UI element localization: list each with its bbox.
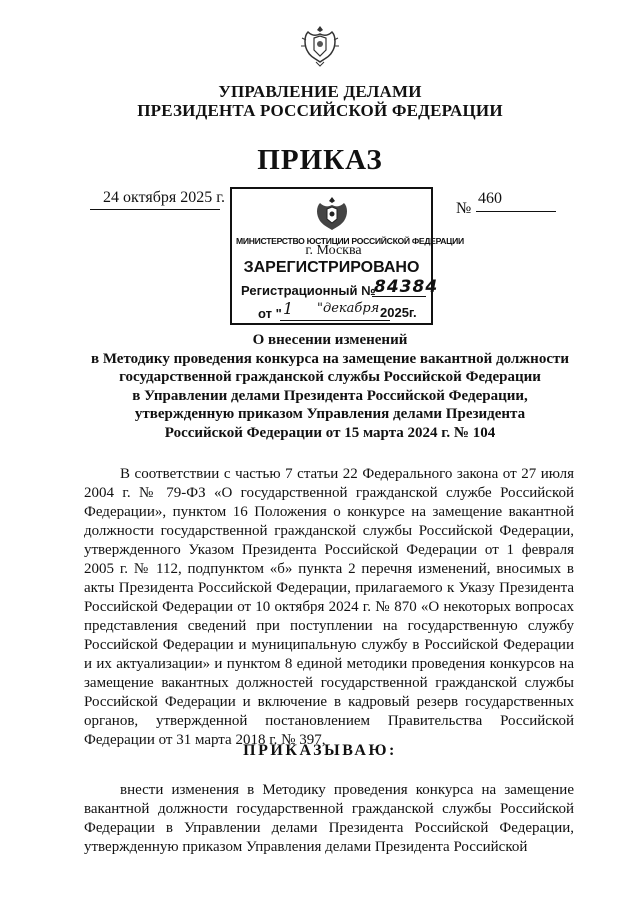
stamp-from-label: от " [258,306,282,321]
org-name-line2: ПРЕЗИДЕНТА РОССИЙСКОЙ ФЕДЕРАЦИИ [137,101,503,120]
subject-line: О внесении изменений [252,332,408,348]
stamp-ministry-name: МИНИСТЕРСТВО ЮСТИЦИИ РОССИЙСКОЙ ФЕДЕРАЦИИ [236,236,464,246]
stamp-reg-number-label: Регистрационный № [241,283,376,298]
stamp-reg-number-value: 84384 [374,277,439,297]
subject-line: в Методику проведения конкурса на замещение вакантной должности [90,350,569,367]
order-heading: ПРИКАЗЫВАЮ: [243,742,397,759]
subject-line: в Управлении делами Президента Российской Федерации, [132,387,528,404]
order-paragraph: внести изменения в Методику проведения конкурса на замещение вакантной должности государственной гражданской службы Российской Федерации в Управлении делами Президента Российской Федерации, утвержденную приказом Управления делами Президента Российской [84,782,574,855]
subject-line: утвержденную приказом Управления делами Президента [134,406,526,422]
stamp-reg-number-underline [372,296,426,297]
stamp-from-year: 2025г. [380,305,417,320]
document-type-title: ПРИКАЗ [257,144,383,176]
stamp-from-month: "декабря [317,301,380,316]
subject-line: Российской Федерации от 15 марта 2024 г. № 104 [164,424,496,441]
number-underline [476,211,556,212]
document-number: 460 [478,190,502,207]
number-sign: № [456,200,472,217]
russian-coat-of-arms-icon [300,22,340,68]
stamp-coat-of-arms-icon [314,195,350,233]
stamp-from-day: 1 [283,299,294,318]
subject-line: государственной гражданской службы Российской Федерации [119,369,541,385]
date-underline [90,209,220,210]
preamble-paragraph: В соответствии с частью 7 статьи 22 Федерального закона от 27 июля 2004 г. № 79-ФЗ «О государственной гражданской службе Российской Федерации», пунктом 16 Положения о конкурсе на замещение вакантной должности государственной гражданской службы Российской Федерации, утвержденного Указом Президента Российской Федерации от 1 февраля 2005 г. № 112, подпунктом «б» пункта 2 перечня изменений, вносимых в акты Президента Российской Федерации, прилагаемого к Указу Президента Российской Федерации от 10 октября 2024 г. № 870 «О некоторых вопросах представления сведений при поступлении на государственную службу Российской Федерации и муниципальную службу в Российской Федерации и их актуализации» и пунктом 8 единой методики проведения конкурсов на замещение вакантных должностей государственной гражданской службы Российской Федерации и включение в кадровый резерв государственных органов, утвержденной постановлением Правительства Российской Федерации от 31 марта 2018 г. № 397, [84,466,574,748]
stamp-date-underline [280,320,390,321]
stamp-city: г. Москва [305,243,362,258]
registration-stamp [230,187,464,325]
document-date: 24 октября 2025 г. [103,189,225,206]
document-subject [60,331,600,442]
stamp-registered-label: ЗАРЕГИСТРИРОВАНО [243,259,420,276]
org-name-line1: УПРАВЛЕНИЕ ДЕЛАМИ [218,82,422,101]
